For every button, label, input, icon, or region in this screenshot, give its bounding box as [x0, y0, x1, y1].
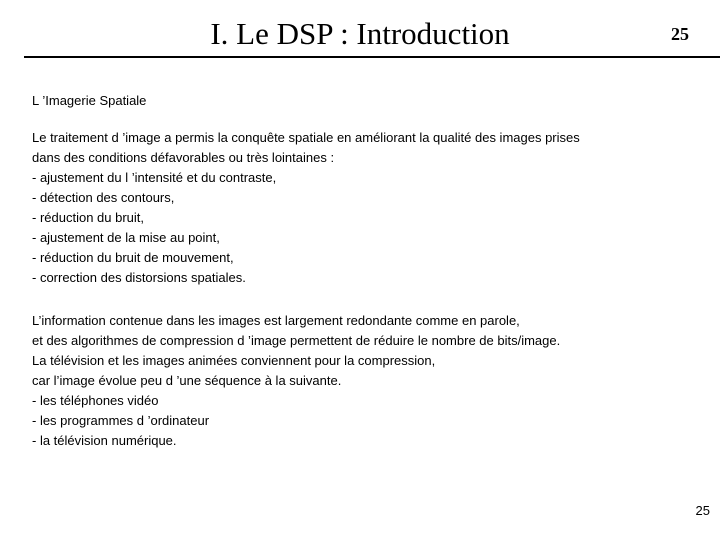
- text-line: et des algorithmes de compression d ’image permettent de réduire le nombre de bits/image.: [32, 333, 561, 348]
- bullet-item: - détection des contours,: [32, 190, 175, 205]
- bullet-item: - correction des distorsions spatiales.: [32, 270, 246, 285]
- slide-title: I. Le DSP : Introduction: [210, 16, 510, 51]
- text-line: L’information contenue dans les images est largement redondante comme en parole,: [32, 313, 520, 328]
- bullet-item: - ajustement de la mise au point,: [32, 230, 220, 245]
- bullet-item: - les téléphones vidéo: [32, 393, 159, 408]
- bullet-item: - réduction du bruit,: [32, 210, 145, 225]
- slide-number-top: 25: [671, 24, 689, 44]
- page-number: 25: [695, 503, 710, 518]
- paragraph-compression: [32, 311, 702, 451]
- text-line: dans des conditions défavorables ou très lointaines :: [32, 150, 335, 165]
- title-divider: [24, 56, 720, 58]
- bullet-item: - réduction du bruit de mouvement,: [32, 250, 234, 265]
- bullet-item: - ajustement du l ’intensité et du contraste,: [32, 170, 277, 185]
- bullet-item: - les programmes d ’ordinateur: [32, 413, 210, 428]
- bullet-item: - la télévision numérique.: [32, 433, 177, 448]
- section-heading: L ’Imagerie Spatiale: [32, 93, 147, 108]
- text-line: car l’image évolue peu d ’une séquence à la suivante.: [32, 373, 342, 388]
- paragraph-space-imaging: [32, 128, 702, 288]
- text-line: La télévision et les images animées conviennent pour la compression,: [32, 353, 436, 368]
- text-line: Le traitement d ’image a permis la conquête spatiale en améliorant la qualité des images prises: [32, 130, 580, 145]
